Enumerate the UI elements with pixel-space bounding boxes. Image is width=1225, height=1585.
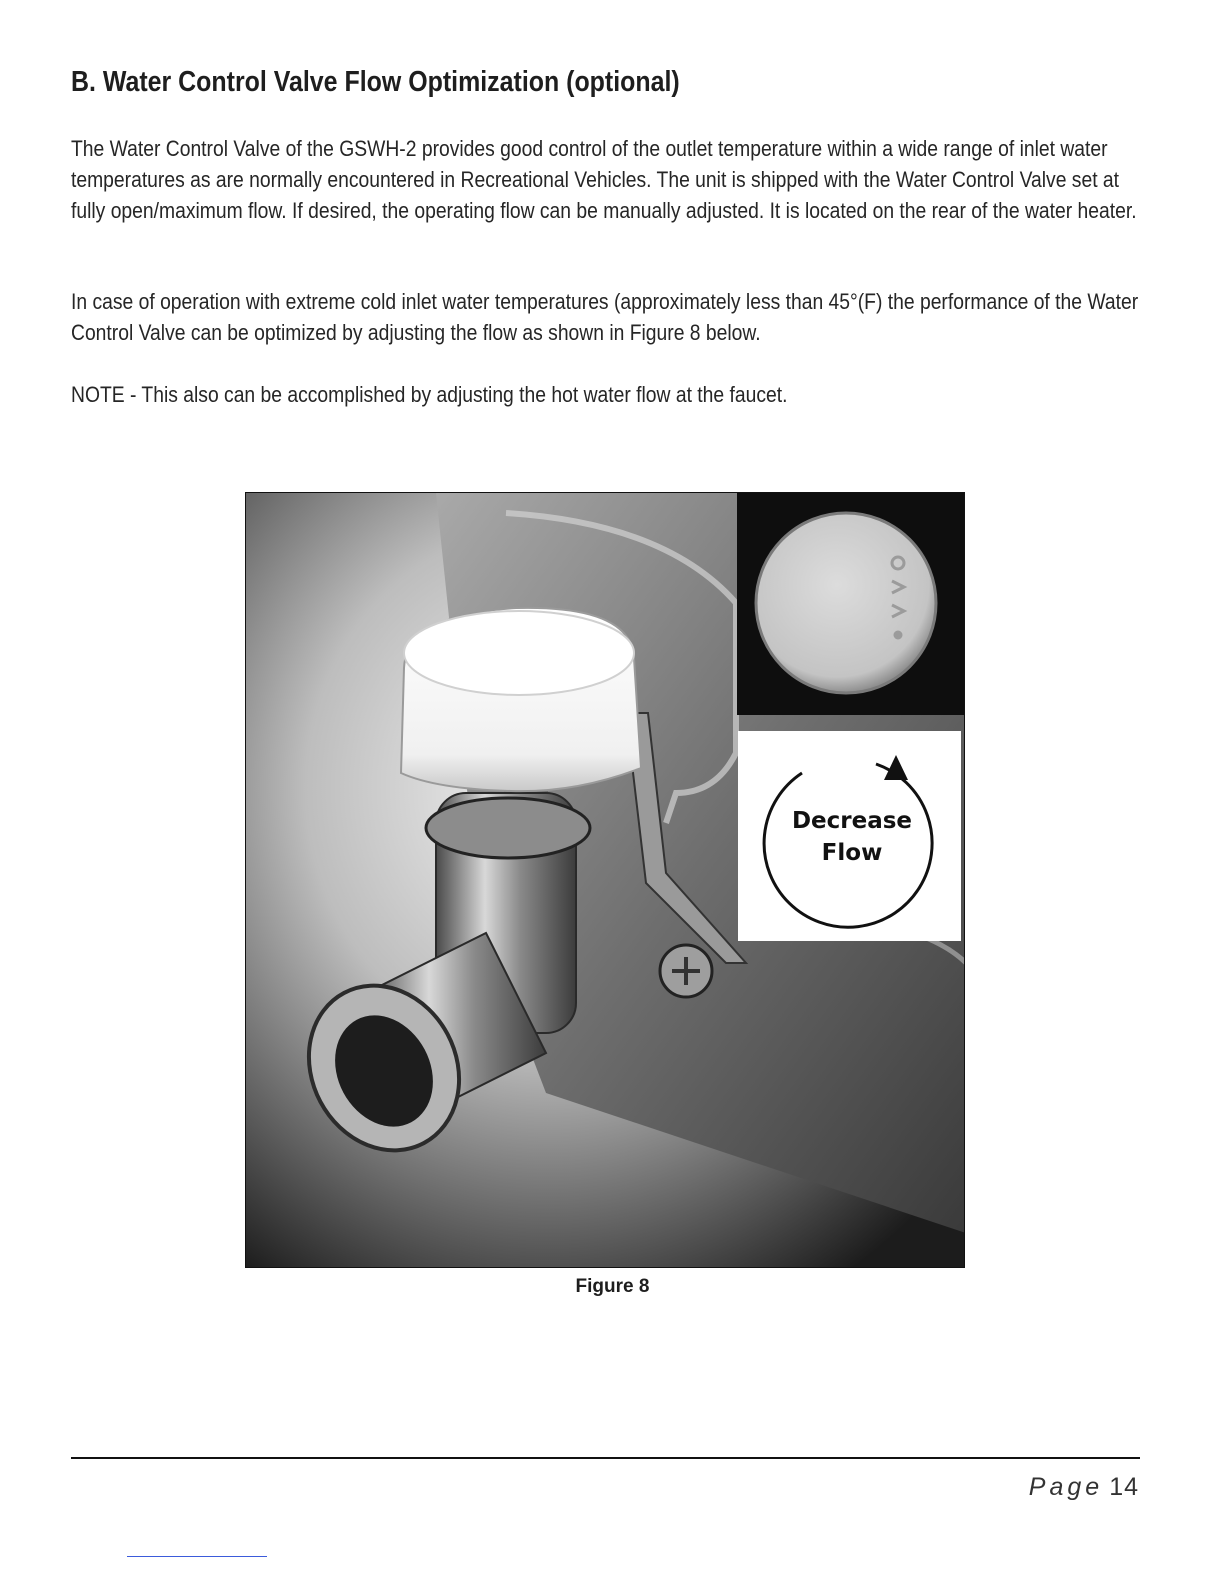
page-number xyxy=(1029,1473,1139,1502)
figure-caption: Figure 8 xyxy=(575,1276,650,1297)
valve-collar xyxy=(426,798,590,858)
page-label: Page xyxy=(1028,1473,1104,1501)
valve-photo-figure xyxy=(245,492,965,1268)
decrease-flow-label-line-1: Decrease xyxy=(791,808,913,834)
knob-face xyxy=(756,513,936,693)
flow-direction-inset xyxy=(738,731,961,941)
cold-water-paragraph: In case of operation with extreme cold inlet water temperatures (approximately less than 45°(F) the performance of the Water Control Valve can be optimized by adjusting the flow as shown in Figure 8 below. xyxy=(71,289,1139,345)
page-number-value: 14 xyxy=(1109,1473,1139,1501)
bottom-link-underline xyxy=(127,1556,267,1557)
intro-paragraph: The Water Control Valve of the GSWH-2 provides good control of the outlet temperature within a wide range of inlet water temperatures as are normally encountered in Recreational Vehicles. The unit is shipped with the Water Control Valve set at fully open/maximum flow. If desired, the operating flow can be manually adjusted. It is located on the rear of the water heater. xyxy=(71,136,1137,223)
note-paragraph: NOTE - This also can be accomplished by adjusting the hot water flow at the faucet. xyxy=(71,382,788,407)
footer-rule xyxy=(71,1457,1140,1459)
section-heading: B. Water Control Valve Flow Optimization (optional) xyxy=(71,66,680,98)
cap-top xyxy=(404,611,634,695)
decrease-flow-label-line-2: Flow xyxy=(821,840,883,866)
